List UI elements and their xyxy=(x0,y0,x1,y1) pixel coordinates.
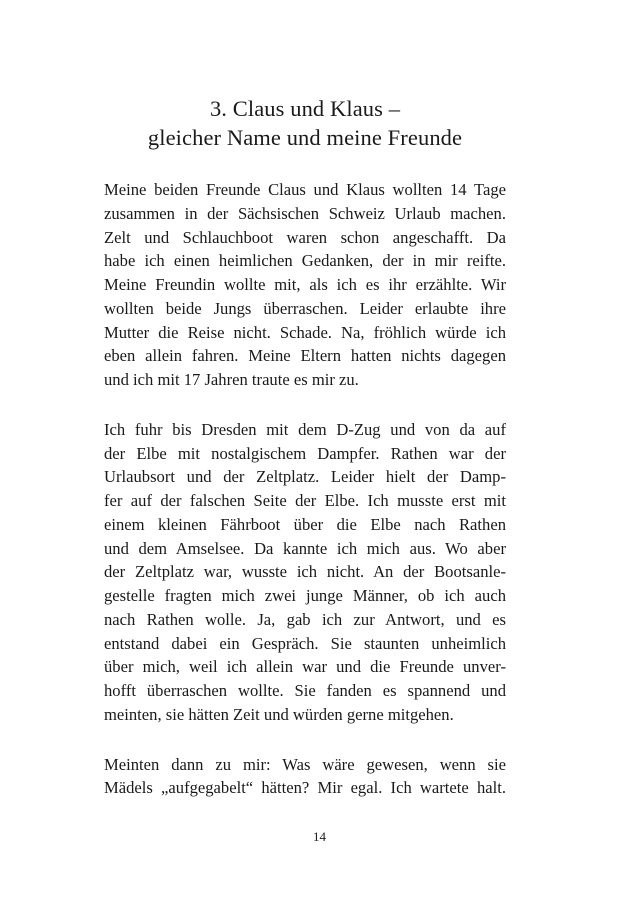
paragraph-1 xyxy=(104,178,506,392)
text-line: der Elbe mit nostalgischem Dampfer. Rathen war der xyxy=(104,443,506,463)
text-line: Ich fuhr bis Dresden mit dem D-Zug und von da auf xyxy=(104,419,506,439)
text-line: meinten, sie hätten Zeit und würden gerne mitgehen. xyxy=(104,704,454,724)
text-line: und ich mit 17 Jahren traute es mir zu. xyxy=(104,370,359,389)
chapter-title-line-2: gleicher Name und meine Freunde xyxy=(147,125,463,150)
text-line: Meine beiden Freunde Claus und Klaus wollten 14 Tage xyxy=(104,180,506,199)
page-number: 14 xyxy=(313,829,326,844)
text-line: einem kleinen Fährboot über die Elbe nach Rathen xyxy=(104,514,506,534)
text-line: entstand dabei ein Gespräch. Sie staunten unheimlich xyxy=(104,633,506,653)
text-line: Mutter die Reise nicht. Schade. Na, fröhlich würde ich xyxy=(104,322,506,342)
book-page xyxy=(104,94,506,826)
text-line: Mädels „aufgegabelt“ hätten? Mir egal. Ich wartete halt. xyxy=(104,778,506,798)
text-line: eben allein fahren. Meine Eltern hatten nichts dagegen xyxy=(104,346,506,366)
text-line: hofft überraschen wollte. Sie fanden es spannend und xyxy=(104,681,506,700)
text-line: wollten beide Jungs überraschen. Leider erlaubte ihre xyxy=(104,298,506,318)
text-line: Meine Freundin wollte mit, als ich es ihr erzählte. Wir xyxy=(104,275,506,294)
paragraph-3 xyxy=(104,753,506,801)
text-line: über mich, weil ich allein war und die Freunde unver- xyxy=(104,657,506,677)
text-line: habe ich einen heimlichen Gedanken, der in mir reifte. xyxy=(104,251,506,271)
chapter-title xyxy=(104,94,506,152)
chapter-title-line-1: 3. Claus und Klaus – xyxy=(209,96,401,121)
text-line: und dem Amselsee. Da kannte ich mich aus. Wo aber xyxy=(104,538,506,558)
text-line: gestelle fragten mich zwei junge Männer, ob ich auch xyxy=(104,586,506,605)
text-line: Zelt und Schlauchboot waren schon angeschafft. Da xyxy=(104,227,506,247)
text-line: Urlaubsort und der Zeltplatz. Leider hielt der Damp- xyxy=(104,467,506,487)
text-line: zusammen in der Sächsischen Schweiz Urlaub machen. xyxy=(104,203,506,223)
text-line: der Zeltplatz war, wusste ich nicht. An der Bootsanle- xyxy=(104,562,506,582)
paragraph-2 xyxy=(104,418,506,727)
text-line: fer auf der falschen Seite der Elbe. Ich musste erst mit xyxy=(104,491,506,510)
text-line: Meinten dann zu mir: Was wäre gewesen, wenn sie xyxy=(104,754,506,774)
text-line: nach Rathen wolle. Ja, gab ich zur Antwort, und es xyxy=(104,609,506,629)
